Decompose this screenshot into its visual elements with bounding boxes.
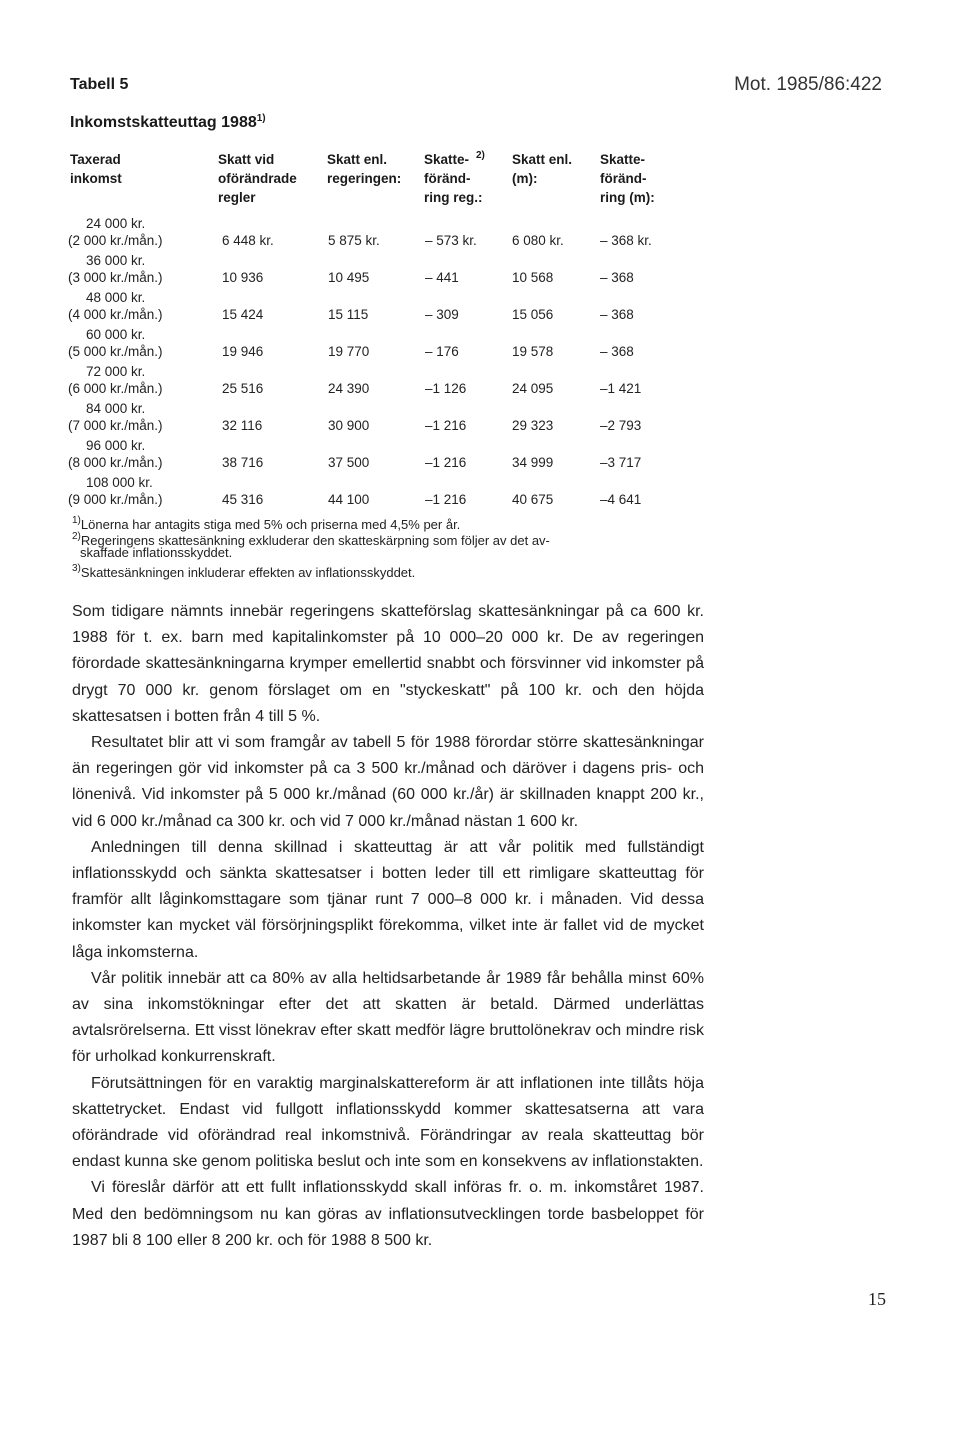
income-annual: 36 000 kr. bbox=[86, 253, 146, 268]
cell-unchanged: 19 946 bbox=[222, 344, 264, 359]
cell-unchanged: 10 936 bbox=[222, 270, 264, 285]
header-change-government-note: 2) bbox=[476, 150, 485, 161]
income-monthly: (6 000 kr./mån.) bbox=[68, 381, 163, 396]
footnote-mark: 3) bbox=[72, 563, 81, 574]
header-change-government-text: Skatte- föränd- ring reg.: bbox=[424, 152, 483, 205]
income-monthly: (8 000 kr./mån.) bbox=[68, 455, 163, 470]
cell-unchanged: 38 716 bbox=[222, 455, 264, 470]
cell-change-m: – 368 bbox=[600, 270, 634, 285]
cell-change-m: – 368 bbox=[600, 307, 634, 322]
cell-government: 5 875 kr. bbox=[328, 233, 380, 248]
cell-change-gov: – 176 bbox=[425, 344, 459, 359]
cell-motion: 15 056 bbox=[512, 307, 554, 322]
income-annual: 96 000 kr. bbox=[86, 438, 146, 453]
body-paragraph: Som tidigare nämnts innebär regeringens skatteförslag skattesänkningar på ca 600 kr. 1988 för t. ex. barn med kapitalinkomster på 10 000–20 000 kr. De av regeringen förordade skattesänkningarna krymper emellertid snabbt och försvinner vid inkomster på drygt 70 000 kr. genom förslaget om en "styckeskatt" på 100 kr. och den höjda skattesatsen i botten från 4 till 5 %. bbox=[72, 603, 704, 725]
cell-unchanged: 32 116 bbox=[222, 418, 263, 433]
cell-change-m: – 368 kr. bbox=[600, 233, 652, 248]
footnote-text: Lönerna har antagits stiga med 5% och priserna med 4,5% per år. bbox=[80, 517, 461, 532]
cell-change-gov: – 309 bbox=[425, 307, 459, 322]
body-paragraph: Vår politik innebär att ca 80% av alla heltidsarbetande år 1989 får behålla minst 60% av sina inkomstökningar efter det att skatten är betald. Därmed underlättas avtalsrörelserna. Ett visst lönekrav efter skatt medför lägre bruttolönekrav och mindre risk för urholkad konkurrenskraft. bbox=[72, 969, 704, 1066]
cell-government: 10 495 bbox=[328, 270, 370, 285]
cell-motion: 34 999 bbox=[512, 455, 554, 470]
cell-unchanged: 45 316 bbox=[222, 492, 264, 507]
header-government: Skatt enl. regeringen: bbox=[327, 152, 402, 186]
income-annual: 24 000 kr. bbox=[86, 216, 146, 231]
table-label: Tabell 5 bbox=[70, 76, 129, 93]
cell-change-gov: – 441 bbox=[425, 270, 459, 285]
income-monthly: (2 000 kr./mån.) bbox=[68, 233, 163, 248]
cell-government: 30 900 bbox=[328, 418, 370, 433]
cell-government: 24 390 bbox=[328, 381, 370, 396]
income-monthly: (5 000 kr./mån.) bbox=[68, 344, 163, 359]
income-monthly: (9 000 kr./mån.) bbox=[68, 492, 163, 507]
income-monthly: (4 000 kr./mån.) bbox=[68, 307, 163, 322]
income-monthly: (3 000 kr./mån.) bbox=[68, 270, 163, 285]
cell-change-m: – 368 bbox=[600, 344, 634, 359]
header-change-government bbox=[424, 150, 483, 207]
cell-government: 19 770 bbox=[328, 344, 370, 359]
body-paragraph: Anledningen till denna skillnad i skatteuttag är att vår politik med fullständigt inflationsskydd och sänkta skattesatser i botten leder till ett rimligare skatteuttag för framför allt låginkomsttagare som tjänar runt 7 000–8 000 kr. i månaden. Vid dessa inkomster kan mycket väl försörjningsplikt förekomma, vilket inte är fallet vid de mycket låga inkomsterna. bbox=[72, 838, 704, 961]
cell-change-gov: – 573 kr. bbox=[425, 233, 477, 248]
cell-change-gov: –1 216 bbox=[425, 492, 467, 507]
cell-change-m: –2 793 bbox=[600, 418, 642, 433]
body-paragraph: Förutsättningen för en varaktig marginalskattereform är att inflationen inte tillåts höja skattetrycket. Endast vid fullgott inflationsskydd kommer skattesatserna att vara oförändrade vid oförändrad real inkomstnivå. Förändringar av reala skatteuttag bör endast kunna ske genom politiska beslut och inte som en konsekvens av inflationstakten. bbox=[72, 1074, 704, 1171]
table-title bbox=[70, 113, 266, 132]
table-title-footnote-mark: 1) bbox=[256, 113, 266, 124]
cell-government: 15 115 bbox=[328, 307, 369, 322]
footnote-mark: 1) bbox=[72, 515, 81, 526]
body-text bbox=[72, 599, 704, 1254]
cell-change-gov: –1 216 bbox=[425, 418, 467, 433]
income-annual: 48 000 kr. bbox=[86, 290, 146, 305]
footnote bbox=[72, 561, 415, 580]
cell-change-m: –3 717 bbox=[600, 455, 642, 470]
body-paragraph: Resultatet blir att vi som framgår av tabell 5 för 1988 förordar större skattesänkningar än regeringen gör vid inkomster på ca 3 500 kr./månad och däröver i dagens pris- och lönenivå. Vid inkomster på 5 000 kr./månad (60 000 kr./år) är skillnaden knappt 200 kr., vid 6 000 kr./månad ca 300 kr. och vid 7 000 kr./månad nästan 1 600 kr. bbox=[72, 734, 704, 830]
cell-change-m: –1 421 bbox=[600, 381, 642, 396]
cell-unchanged: 15 424 bbox=[222, 307, 264, 322]
cell-unchanged: 25 516 bbox=[222, 381, 264, 396]
header-change-motion: Skatte- föränd- ring (m): bbox=[600, 152, 655, 205]
footnote-continuation: skaffade inflationsskyddet. bbox=[80, 545, 233, 560]
footnote-mark: 2) bbox=[72, 531, 81, 542]
header-motion: Skatt enl. (m): bbox=[512, 152, 573, 186]
cell-government: 44 100 bbox=[328, 492, 370, 507]
cell-change-m: –4 641 bbox=[600, 492, 642, 507]
income-monthly: (7 000 kr./mån.) bbox=[68, 418, 163, 433]
footnote-text: Skattesänkningen inkluderar effekten av inflationsskyddet. bbox=[80, 565, 416, 580]
document-reference: Mot. 1985/86:422 bbox=[734, 74, 882, 95]
income-annual: 72 000 kr. bbox=[86, 364, 146, 379]
cell-motion: 40 675 bbox=[512, 492, 554, 507]
cell-motion: 6 080 kr. bbox=[512, 233, 564, 248]
cell-motion: 19 578 bbox=[512, 344, 554, 359]
header-unchanged: Skatt vid oförändrade regler bbox=[218, 152, 297, 205]
cell-motion: 24 095 bbox=[512, 381, 554, 396]
table-title-text: Inkomstskatteuttag 1988 bbox=[70, 114, 257, 131]
cell-motion: 10 568 bbox=[512, 270, 554, 285]
income-annual: 84 000 kr. bbox=[86, 401, 146, 416]
cell-motion: 29 323 bbox=[512, 418, 554, 433]
header-income: Taxerad inkomst bbox=[70, 152, 122, 186]
cell-government: 37 500 bbox=[328, 455, 370, 470]
cell-change-gov: –1 126 bbox=[425, 381, 467, 396]
page-number: 15 bbox=[868, 1289, 886, 1309]
income-annual: 108 000 kr. bbox=[86, 475, 153, 490]
body-paragraph: Vi föreslår därför att ett fullt inflationsskydd skall införas fr. o. m. inkomståret 1987. Med den bedömningsom nu kan göras av inflationsutvecklingen torde basbeloppet för 1987 bli 8 100 eller 8 200 kr. och för 1988 8 500 kr. bbox=[72, 1179, 704, 1249]
cell-unchanged: 6 448 kr. bbox=[222, 233, 274, 248]
cell-change-gov: –1 216 bbox=[425, 455, 467, 470]
income-annual: 60 000 kr. bbox=[86, 327, 146, 342]
footnote-text: Regeringens skattesänkning exkluderar den skatteskärpning som följer av det av- bbox=[80, 533, 550, 548]
